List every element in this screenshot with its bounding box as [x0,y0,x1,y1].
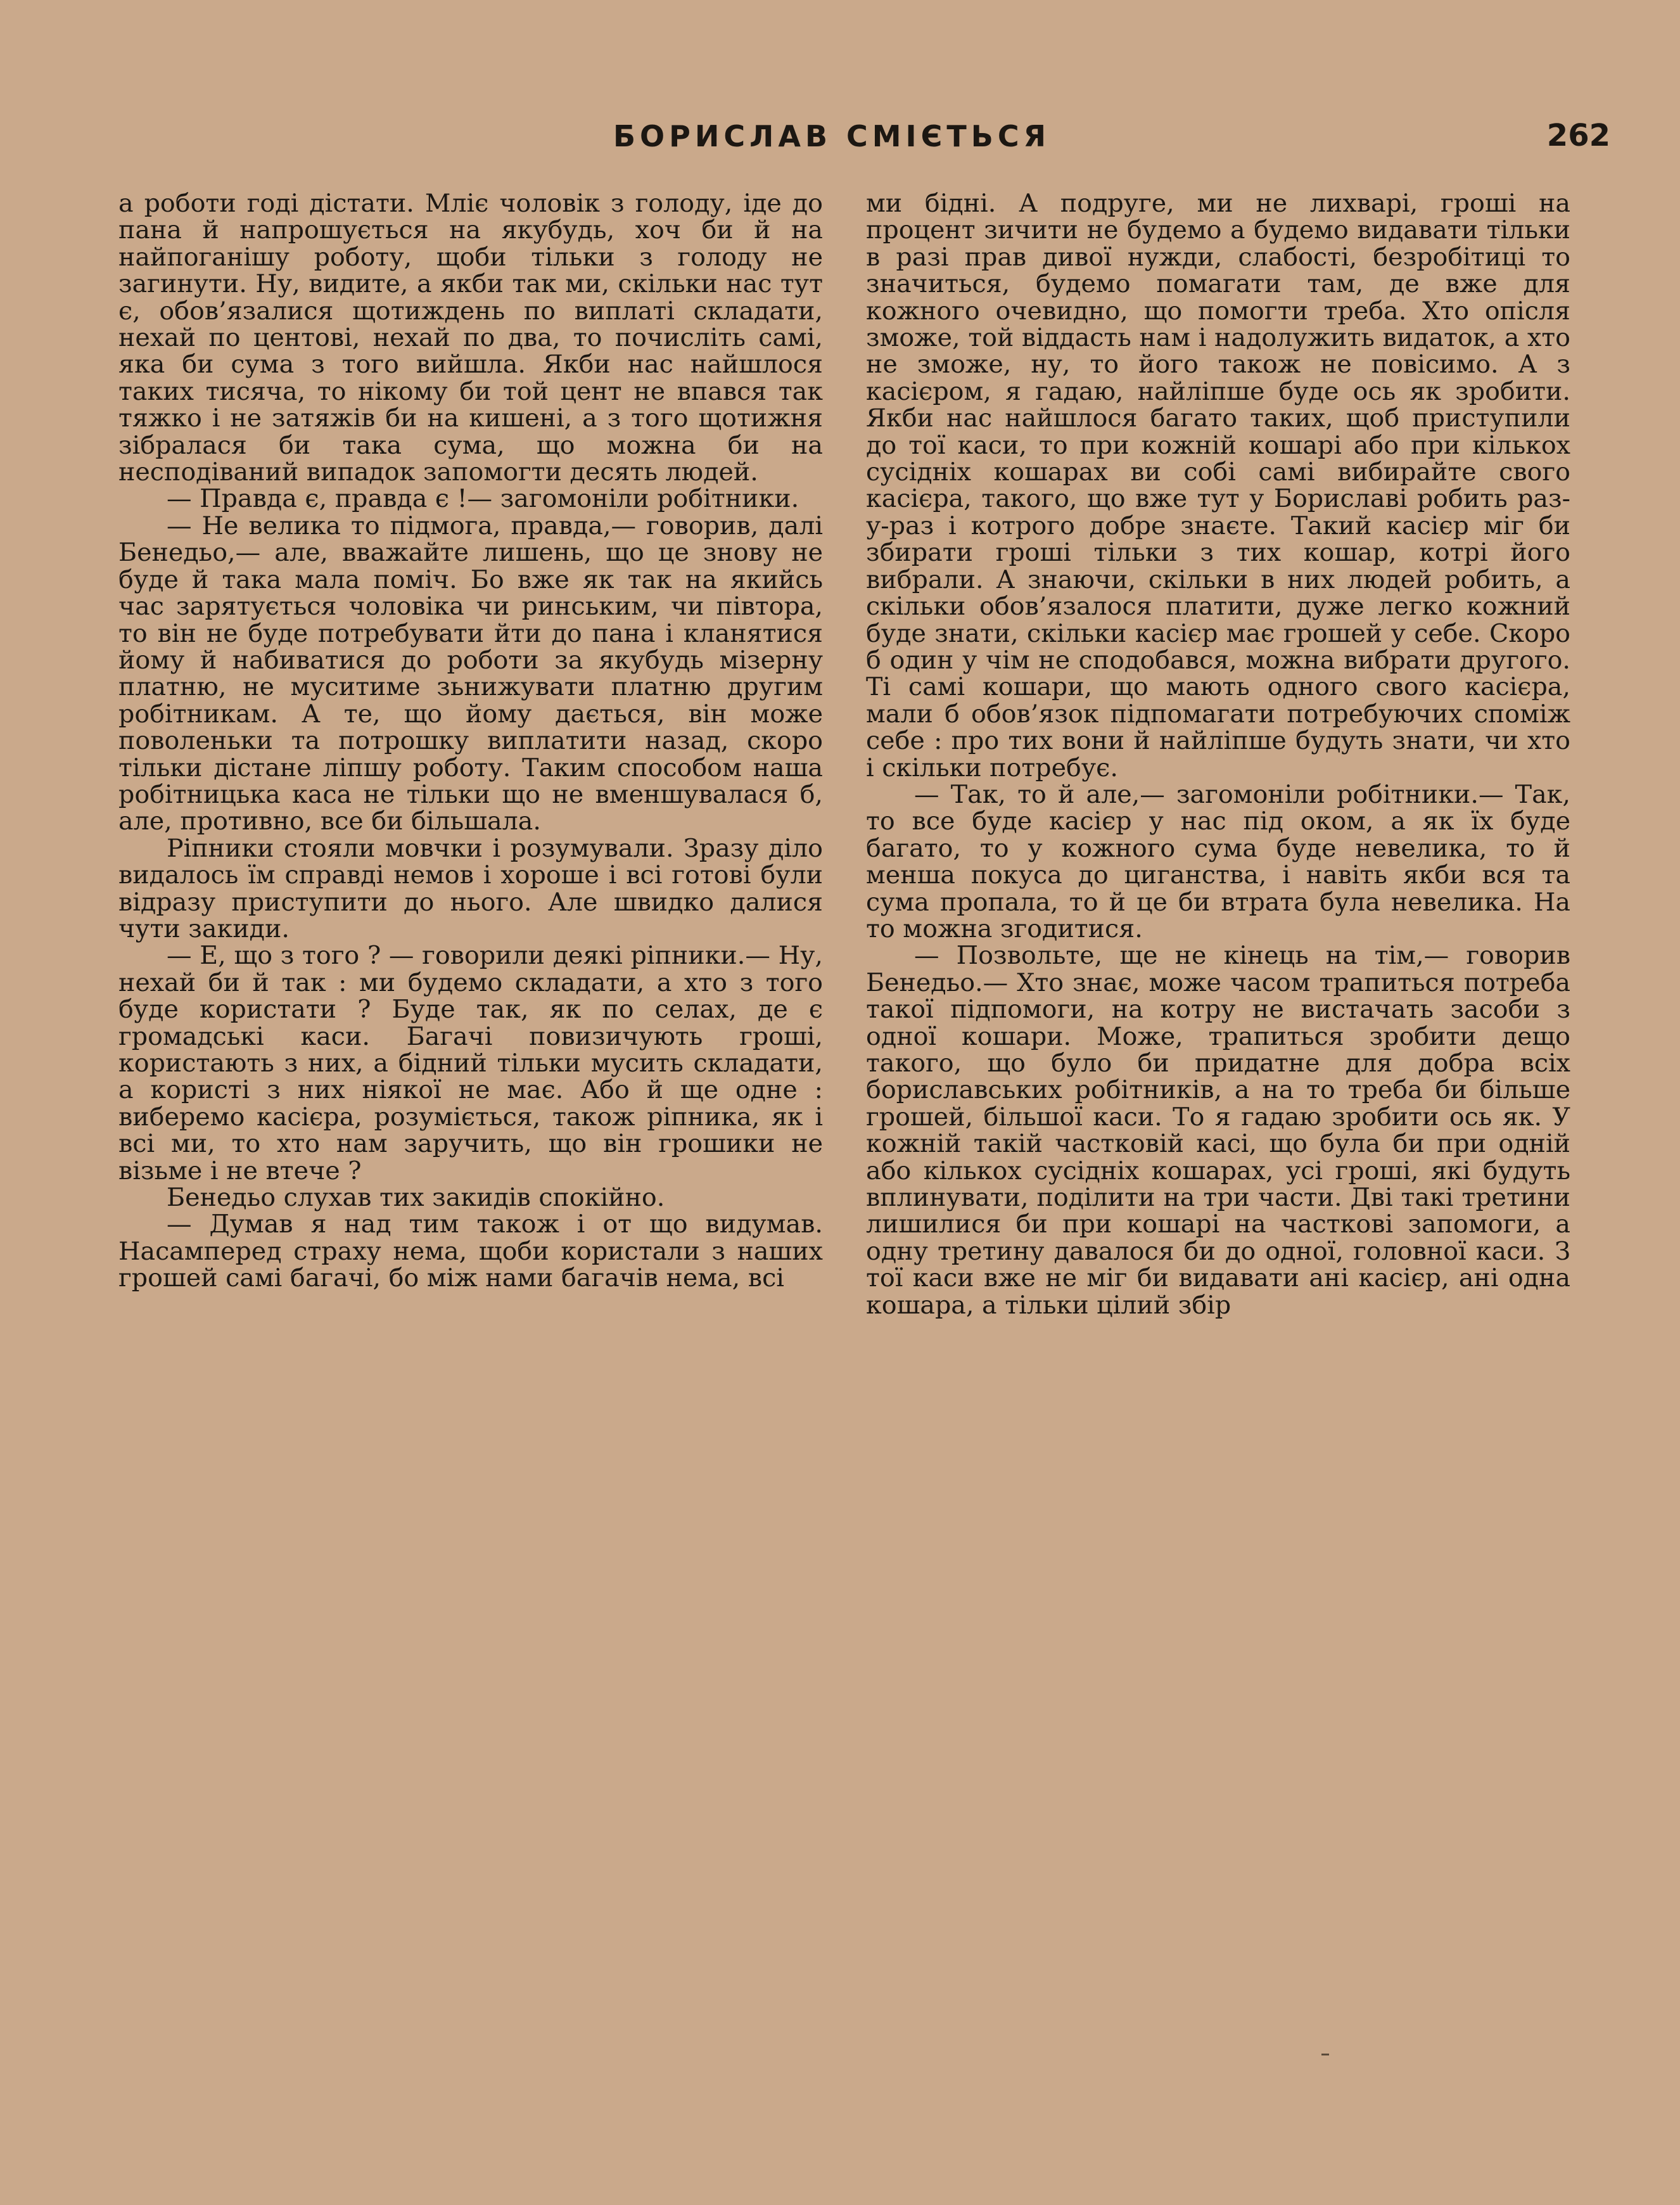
right-column [866,190,1570,1319]
paragraph: — Не велика то підмога, правда,— говорив, далі Бенедьо,— але, вважайте лишень, що це знову не буде й така мала поміч. Бо вже як так на якийсь час зарятується чоловіка чи ринським, чи півтора, то він не буде потребувати йти до пана і кланятися йому й набиватися до роботи за якубудь мізерну платню, не муситиме зьнижувати платню другим робітникам. А те, що йому дається, він може поволеньки та потрошку виплатити назад, скоро тільки дістане ліпшу роботу. Таким способом наша робітницька каса не тільки що не вменшувалася б, але, противно, все би більшала. [118,511,823,836]
paragraph: — Е, що з того ? — говорили деякі ріпники.— Ну, нехай би й так : ми будемо складати, а хто з того буде користати ? Буде так, як по селах, де є громадські каси. Багачі повизичують гроші, користають з них, а бідний тільки мусить складати, а користі з них ніякої не має. Або й ще одне : виберемо касієра, розуміється, також ріпника, як і всі ми, то хто нам заручить, що він грошики не візьме і не втече ? [118,941,823,1186]
paragraph: — Позвольте, ще не кінець на тім,— говорив Бенедьо.— Хто знає, може часом трапиться потреба такої підпомоги, на котру не вистачать засоби з одної кошари. Може, трапиться зробити дещо такого, що було би придатне для добра всіх бориславських робітників, а на то треба би більше грошей, більшої каси. То я гадаю зробити ось як. У кожній такій частковій касі, що була би при одній або кількох сусідніх кошарах, усі гроші, які будуть вплинувати, поділити на три части. Дві такі третини лишилися би при кошарі на часткові запомоги, а одну третину давалося би до одної, головної каси. З тої каси вже не міг би видавати ані касієр, ані одна кошара, а тільки цілий збір [866,941,1570,1320]
print-mark [1321,2054,1329,2055]
page-number: 262 [1546,118,1610,153]
left-column [118,190,823,1292]
paragraph: а роботи годі дістати. Мліє чоловік з голоду, іде до пана й напрошується на якубудь, хоч би й на найпоганішу роботу, щоби тільки з голоду не загинути. Ну, видите, а якби так ми, скільки нас тут є, обов’язалися щотиждень по виплаті складати, нехай по центові, нехай по два, то почисліть самі, яка би сума з того вийшла. Якби нас найшлося таких тисяча, то нікому би той цент не впався так тяжко і не затяжів би на кишені, а з того щотижня зібралася би така сума, що можна би на несподіваний випадок запомогти десять людей. [118,189,823,487]
paragraph: — Так, то й але,— загомоніли робітники.— Так, то все буде касієр у нас під оком, а як їх буде багато, то у кожного сума буде невелика, то й менша покуса до циганства, і навіть якби вся та сума пропала, то й це би втрата була невелика. На то можна згодитися. [866,779,1570,943]
paragraph: — Думав я над тим також і от що видумав. Насамперед страху нема, щоби користали з наших грошей самі багачі, бо між нами багачів нема, всі [118,1210,823,1293]
paragraph: — Правда є, правда є !— загомоніли робітники. [167,484,799,514]
paragraph: Бенедьо слухав тих закидів спокійно. [167,1183,665,1213]
paragraph: ми бідні. А подруге, ми не лихварі, гроші на процент зичити не будемо а будемо видавати тільки в разі прав дивої нужди, слабості, безробітиці то значиться, будемо помагати там, де вже для кожного очевидно, що помогти треба. Хто опісля зможе, той віддасть нам і надолужить видаток, а хто не зможе, ну, то його також не повісимо. А з касієром, я гадаю, найліпше буде ось як зробити. Якби нас найшлося багато таких, щоб приступили до тої каси, то при кожній кошарі або при кількох сусідніх кошарах ви собі самі вибирайте свого касієра, такого, що вже тут у Бориславі робить раз-у-раз і котрого добре знаєте. Такий касієр міг би збирати гроші тільки з тих кошар, котрі його вибрали. А знаючи, скільки в них людей робить, а скільки обов’язалося платити, дуже легко кожний буде знати, скільки касієр має грошей у себе. Скоро б один у чім не сподобався, можна вибрати другого. Ті самі кошари, що мають одного свого касієра, мали б обов’язок підпомагати потребуючих споміж себе : про тих вони й найліпше будуть знати, чи хто і скільки потребує. [866,189,1570,783]
running-title: БОРИСЛАВ СМІЄТЬСЯ [613,119,1051,153]
page-header [0,119,1680,157]
paragraph: Ріпники стояли мовчки і розумували. Зразу діло видалось їм справді немов і хороше і всі готові були відразу приступити до нього. Але швидко далися чути закиди. [118,833,823,943]
